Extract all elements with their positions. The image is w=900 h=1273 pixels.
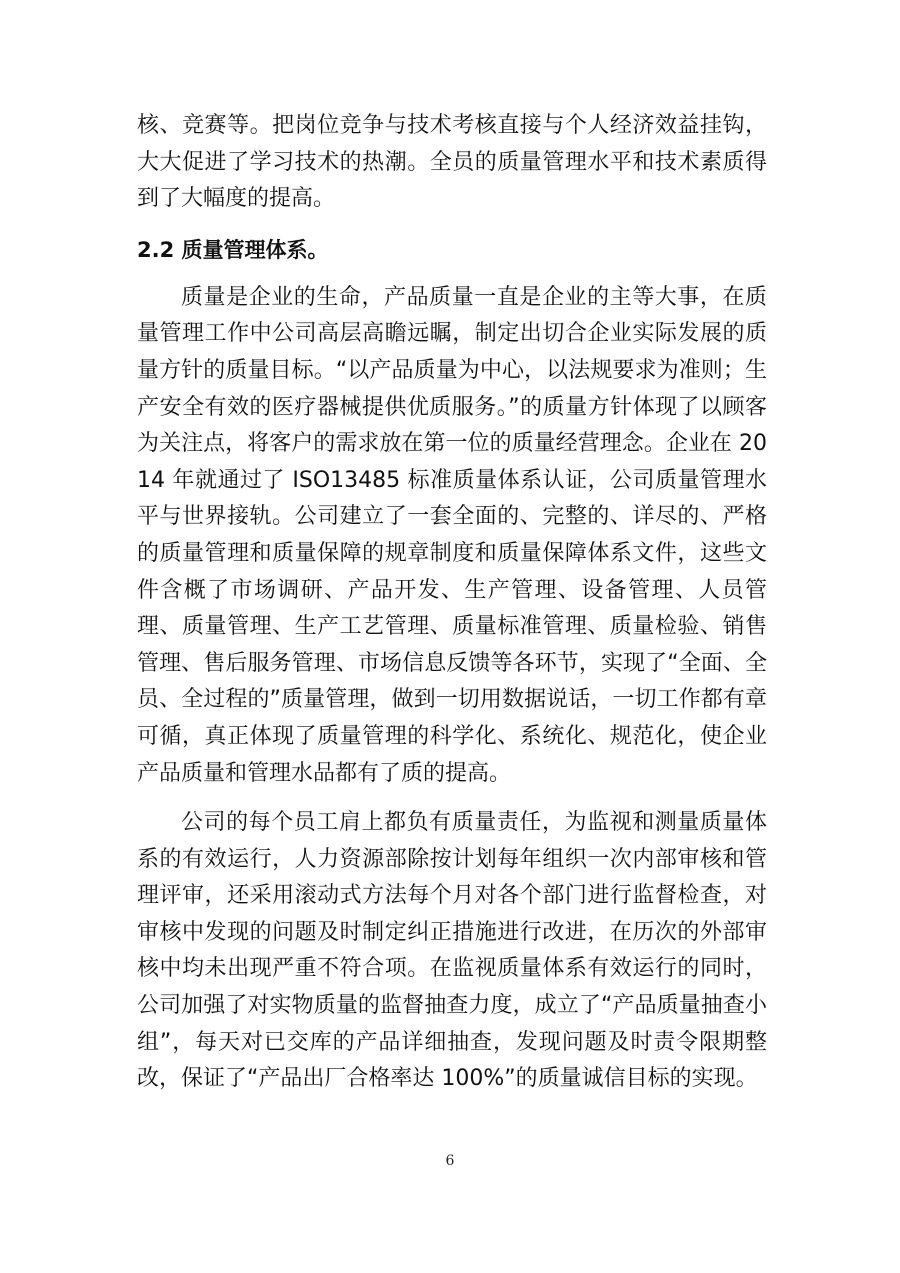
- section-heading: 2.2 质量管理体系。: [137, 237, 329, 262]
- paragraph-quality-responsibility: 公司的每个员工肩上都负有质量责任，为监视和测量质量体系的有效运行，人力资源部除按计划每年组织一次内部审核和管理评审，还采用滚动式方法每个月对各个部门进行监督检查，对审核中发现的问题及时制定纠正措施进行改进，在历次的外部审核中均未出现严重不符合项。在监视质量体系有效运行的同时，公司加强了对实物质量的监督抽查力度，成立了“产品质量抽查小组”，每天对已交库的产品详细抽查，发现问题及时责令限期整改，保证了“产品出厂合格率达 100%”的质量诚信目标的实现。: [137, 810, 767, 1092]
- document-body: [137, 108, 767, 1098]
- paragraph-quality-policy: 质量是企业的生命，产品质量一直是企业的主等大事，在质量管理工作中公司高层高瞻远瞩，制定出切合企业实际发展的质量方针的质量目标。“以产品质量为中心，以法规要求为准则；生产安全有效的医疗器械提供优质服务。”的质量方针体现了以顾客为关注点，将客户的需求放在第一位的质量经营理念。企业在 2014 年就通过了 ISO13485 标准质量体系认证，公司质量管理水平与世界接轨。公司建立了一套全面的、完整的、详尽的、严格的质量管理和质量保障的规章制度和质量保障体系文件，这些文件含概了市场调研、产品开发、生产管理、设备管理、人员管理、质量管理、生产工艺管理、质量标准管理、质量检验、销售管理、售后服务管理、市场信息反馈等各环节，实现了“全面、全员、全过程的”质量管理，做到一切用数据说话，一切工作都有章可循，真正体现了质量管理的科学化、系统化、规范化，使企业产品质量和管理水品都有了质的提高。: [137, 284, 767, 786]
- paragraph-continuation: 核、竞赛等。把岗位竞争与技术考核直接与个人经济效益挂钩，大大促进了学习技术的热潮。全员的质量管理水平和技术素质得到了大幅度的提高。: [137, 113, 767, 212]
- page-number: 6: [445, 1153, 455, 1169]
